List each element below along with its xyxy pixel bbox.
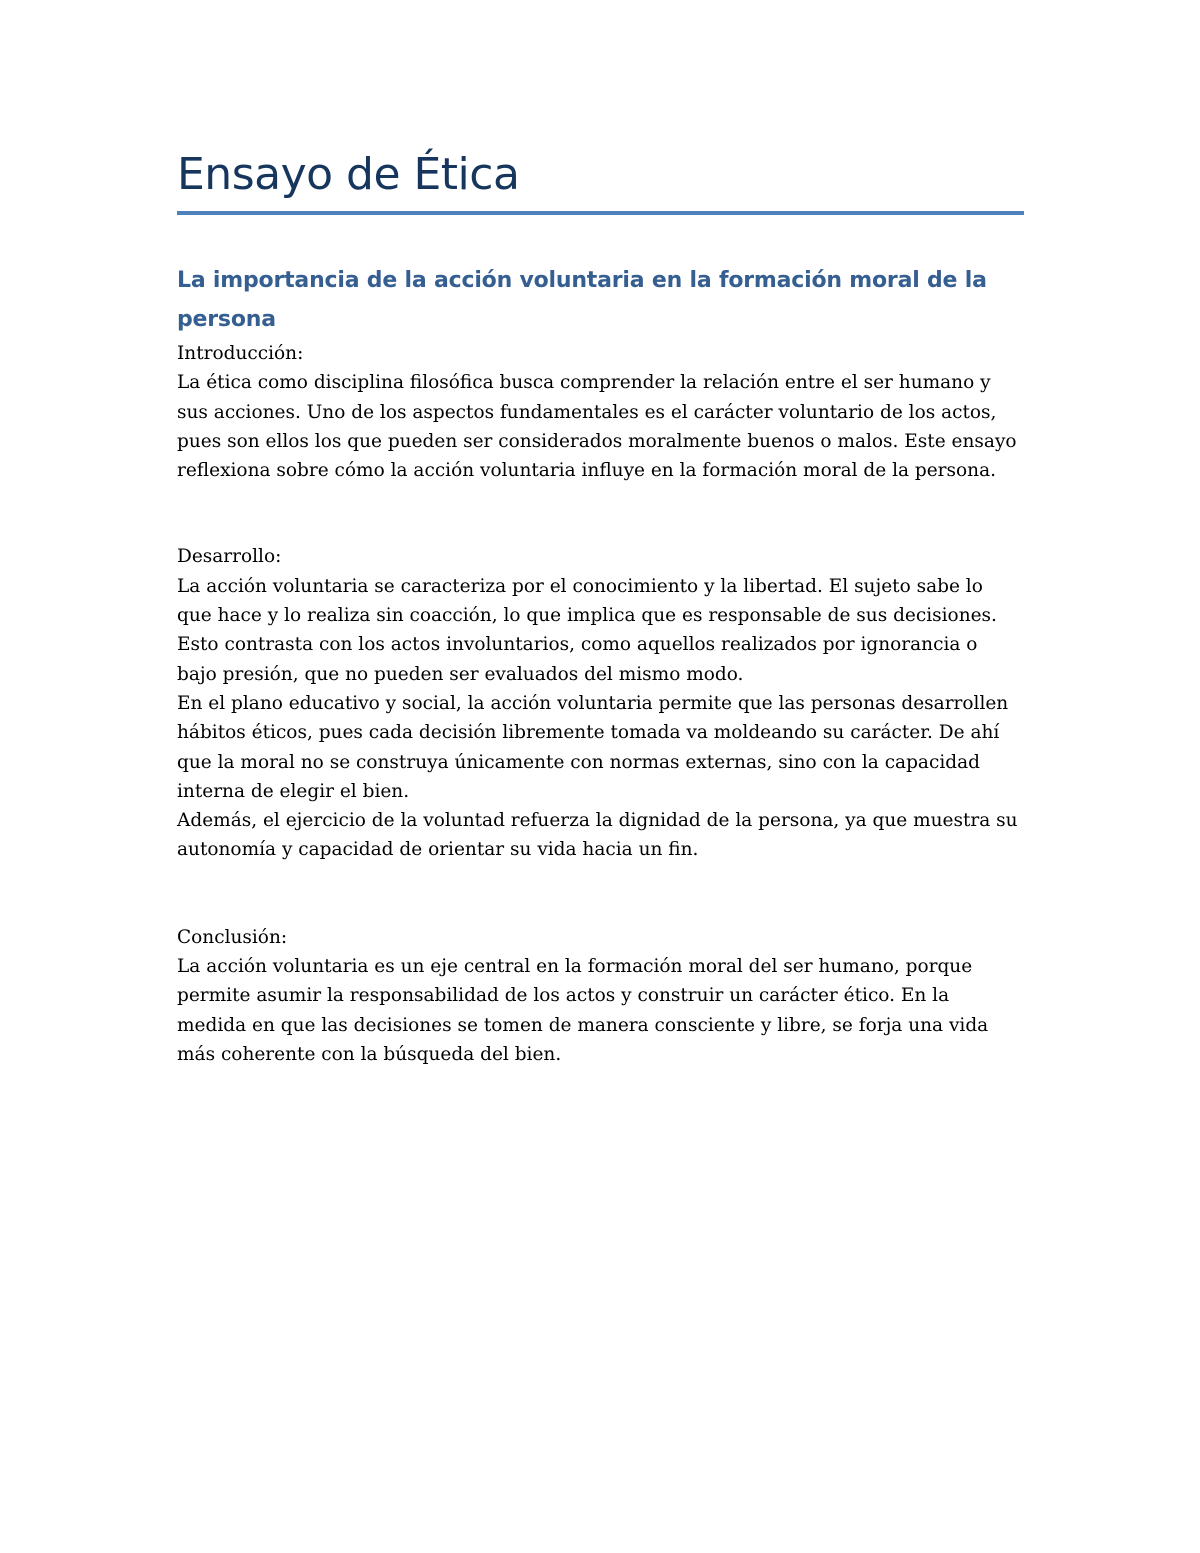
document-title: Ensayo de Ética [177, 149, 520, 200]
paragraph-conclusion-1: La acción voluntaria es un eje central en la formación moral del ser humano, porque permite asumir la responsabilidad de los actos y construir un carácter ético. En la medida en que las decisiones se tomen de manera consciente y libre, se forja una vida más coherente con la búsqueda del bien. [177, 956, 989, 1065]
document-subtitle: La importancia de la acción voluntaria en la formación moral de la persona [177, 268, 987, 332]
section-label-introduccion: Introducción: [177, 343, 304, 364]
section-conclusion [177, 923, 1023, 1069]
title-underline-rule [177, 211, 1024, 215]
paragraph-desarrollo-1: La acción voluntaria se caracteriza por el conocimiento y la libertad. El sujeto sabe lo que hace y lo realiza sin coacción, lo que implica que es responsable de sus decisiones. Esto contrasta con los actos involuntarios, como aquellos realizados por ignorancia o bajo presión, que no pueden ser evaluados del mismo modo. [177, 575, 997, 685]
paragraph-desarrollo-2: En el plano educativo y social, la acción voluntaria permite que las personas desarrollen hábitos éticos, pues cada decisión libremente tomada va moldeando su carácter. De ahí que la moral no se construya únicamente con normas externas, sino con la capacidad interna de elegir el bien. [177, 692, 1009, 802]
section-desarrollo [177, 542, 1023, 864]
document-content [177, 146, 1023, 1069]
section-label-desarrollo: Desarrollo: [177, 546, 282, 568]
paragraph-desarrollo-3: Además, el ejercicio de la voluntad refuerza la dignidad de la persona, ya que muestra su autonomía y capacidad de orientar su vida hacia un fin. [177, 810, 1018, 861]
section-label-conclusion: Conclusión: [177, 926, 288, 948]
section-introduccion [177, 339, 1023, 485]
paragraph-introduccion-1: La ética como disciplina filosófica busca comprender la relación entre el ser humano y sus acciones. Uno de los aspectos fundamentales es el carácter voluntario de los actos, pues son ellos los que pueden ser considerados moralmente buenos o malos. Este ensayo reflexiona sobre cómo la acción voluntaria influye en la formación moral de la persona. [177, 372, 1017, 482]
